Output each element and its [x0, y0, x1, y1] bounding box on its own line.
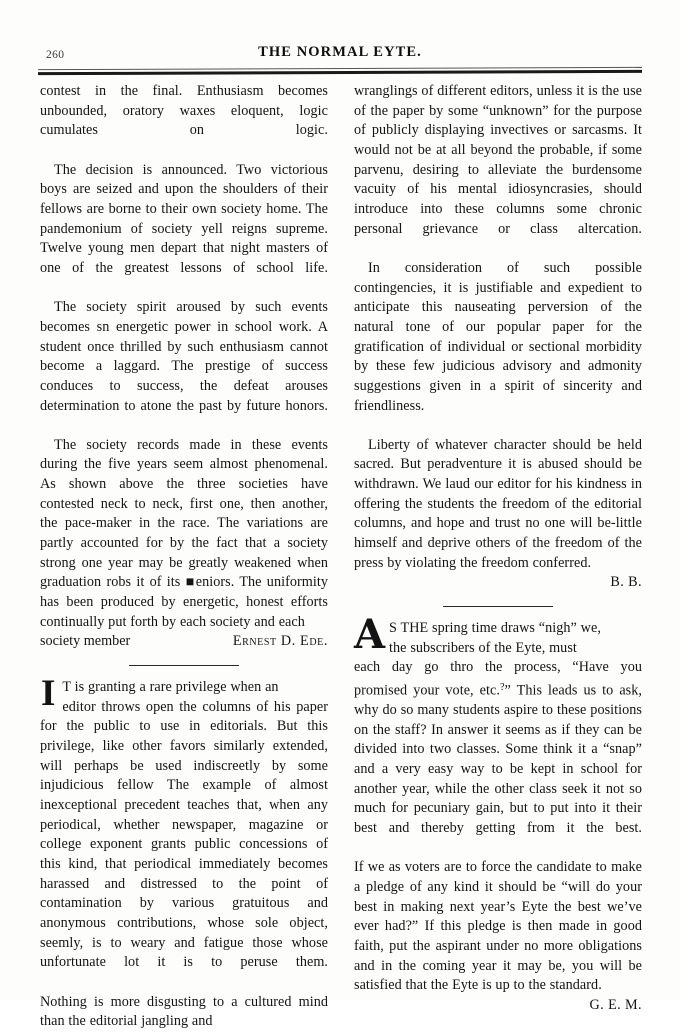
signature-g-e-m: G. E. M. [589, 996, 642, 1013]
paragraph: wranglings of different editors, unless it is the use of the paper by some “unknown” for the purpose of publicly displaying invectives or sarcasms. It would not be at all beyond the probable, if some parvenu, desiring to alleviate the burdensome vacuity of his mental idiosyncrasies, should introduce into these columns some chronic personal grievance or class altercation. [354, 83, 642, 237]
paragraph: The society spirit aroused by such events becomes sn energetic power in school work. A student once thrilled by such enthusiasm cannot become a laggard. The prestige of success conduces to success, the defeat arouses determination to atone the past by future honors. [40, 299, 328, 414]
drop-cap-a: A [354, 611, 386, 659]
column-left [40, 82, 328, 1030]
paragraph-part: ” This leads us to ask, why do so many students aspire to these positions on the staff? In answer it seems as if they can be divided into two classes. Some think it a “snap” and a very easy way to be kept in school for another year, while the other class seek it not so much for pecuniary gain, but to put into it their best and thereby getting from it the best. [354, 682, 642, 836]
paragraph: Liberty of whatever character should be held sacred. But peradventure it is abused should be withdrawn. We laud our editor for his kindness in offering the students the freedom of the editorial columns, and hope and trust no one will be-little himself and deprive others of the freedom of the press by violating the freedom conferred. [354, 436, 642, 571]
body-columns [40, 82, 642, 1030]
article-lead-line: T is granting a rare privilege when an [62, 679, 279, 696]
article-lead-line: S THE spring time draws “nigh” we, [389, 620, 601, 637]
paragraph: In consideration of such possible contingencies, it is justifiable and expedient to anticipate this nauseating perversion of the natural tone of our popular paper for the gratification of individual or sectional morbidity by these few judicious advisory and admonity suggestions given in a spirit of sincerity and friendliness. [354, 259, 642, 414]
voters-article [354, 611, 642, 1015]
section-divider [129, 665, 239, 666]
drop-cap-i: I [41, 673, 56, 715]
column-right [354, 82, 642, 1013]
paragraph-part: each day go thro the process, “Have you promised your vote, etc. [354, 659, 642, 699]
header-rule [38, 70, 642, 75]
paragraph: The decision is announced. Two victorious boys are seized and upon the shoulders of their fellows are borne to their own society home. The pandemonium of society yell reigns supreme. Twelve young men depart that night masters of one of the greatest lessons of school life. [40, 161, 328, 276]
paragraph: Nothing is more disgusting to a cultured mind than the editorial jangling and [40, 993, 328, 1030]
page-title: THE NORMAL EYTE. [258, 44, 422, 60]
article-second-line: the subscribers of the Eyte, must [389, 639, 577, 656]
paragraph: editor throws open the columns of his paper for the public to use in editorials. But this privilege, like other favors similarly extended, will perhaps be used indiscreetly by some injudicious fellow The example of almost inexceptional precedent teaches that, when any periodical, whether newspaper, magazine or college exponent grants public concessions of this kind, that periodical immediately becomes harassed and distressed to the point of contamination by various gratuitous and anonymous contributions, whose sole object, seemly, is to weary and fatigue those whose unfortunate lot it is to peruse them. [40, 698, 328, 971]
section-divider [443, 606, 553, 607]
superscript-question-mark: ? [499, 682, 505, 694]
paragraph: If we as voters are to force the candidate to make a pledge of any kind it should be “will do your best in making next year’s Eyte the best we’ve ever had?” If this pledge is then made in good faith, put the aspirant under no more obligations and in the coming year it may be, you will be satisfied that the Eyte is up to the standard. [354, 859, 642, 994]
running-head [40, 44, 640, 68]
paragraph-tail: society member [40, 633, 131, 650]
paragraph-end-with-signature [40, 632, 328, 652]
paragraph [354, 658, 642, 858]
page-number: 260 [46, 49, 65, 61]
signature-ernest-d-ede: Ernest D. Ede. [232, 633, 328, 650]
paragraph: The society records made in these events during the five years seem almost phenomenal. As shown above the three societies have contested neck to neck, first one, then another, the pace-maker in the race. The variations are partly accounted for by the fact that a society strong one year may be greatly weakened when graduation robs it of its ■eniors. The uniformity has been produced by energetic, honest efforts continually put forth by each society and each [40, 436, 328, 630]
paragraph: contest in the final. Enthusiasm becomes unbounded, oratory waxes eloquent, logic cumulates on logic. [40, 83, 328, 139]
signature-b-b: B. B. [610, 574, 642, 591]
editorial-article [40, 673, 328, 1032]
